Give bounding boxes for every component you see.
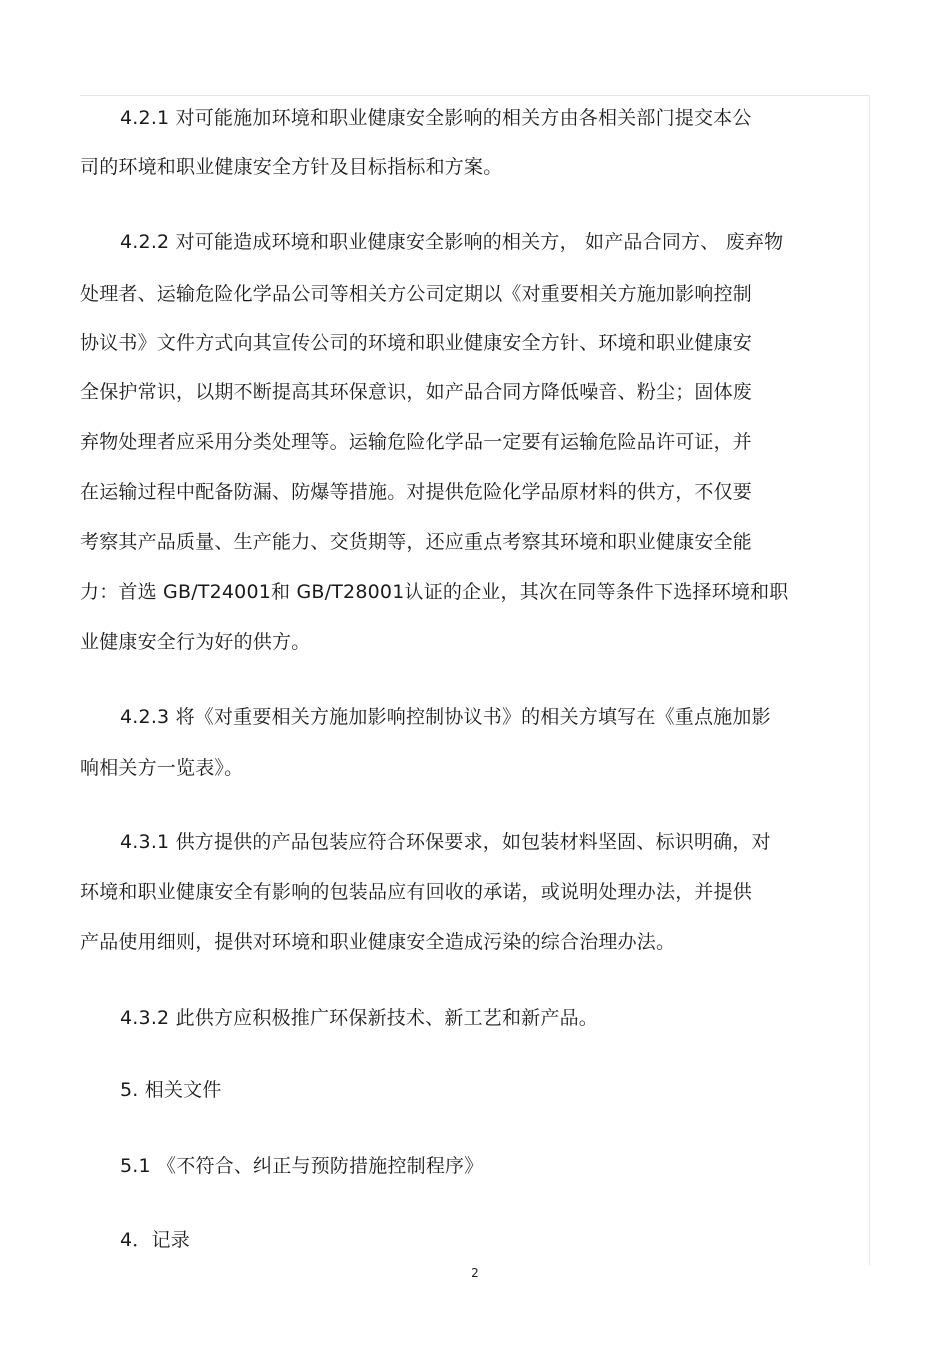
paragraph-4-2-2-line-7: 考察其产品质量、生产能力、交货期等，还应重点考察其环境和职业健康安全能 [80,531,753,553]
paragraph-4-2-2-line-3: 协议书》文件方式向其宣传公司的环境和职业健康安全方针、环境和职业健康安 [80,332,753,354]
paragraph-4-2-3-line-2: 响相关方一览表》。 [80,757,244,779]
paragraph-4-2-2-line-4: 全保护常识，以期不断提高其环保意识，如产品合同方降低噪音、粉尘；固体废 [80,381,753,403]
paragraph-4-3-2: 4.3.2 此供方应积极推广环保新技术、新工艺和新产品。 [120,1007,598,1029]
paragraph-4-2-2-line-2: 处理者、运输危险化学品公司等相关方公司定期以《对重要相关方施加影响控制 [80,283,753,305]
paragraph-4-2-3-line-1: 4.2.3 将《对重要相关方施加影响控制协议书》的相关方填写在《重点施加影 [120,706,771,728]
paragraph-4-2-2-line-5: 弃物处理者应采用分类处理等。运输危险化学品一定要有运输危险品许可证，并 [80,431,753,453]
paragraph-4-2-2-line-9: 业健康安全行为好的供方。 [80,631,311,653]
paragraph-4-3-1-line-1: 4.3.1 供方提供的产品包装应符合环保要求，如包装材料坚固、标识明确，对 [120,831,771,853]
item-5-1: 5.1 《不符合、纠正与预防措施控制程序》 [120,1155,484,1177]
section-heading-records: 4．记录 [120,1229,190,1251]
paragraph-4-2-2-line-1: 4.2.2 对可能造成环境和职业健康安全影响的相关方， 如产品合同方、 废弃物 [120,231,784,253]
page-number: 2 [471,1266,479,1280]
page-border-right [869,95,870,1265]
section-heading-5: 5. 相关文件 [120,1079,222,1101]
paragraph-4-3-1-line-2: 环境和职业健康安全有影响的包装品应有回收的承诺，或说明处理办法，并提供 [80,881,753,903]
paragraph-4-2-2-line-6: 在运输过程中配备防漏、防爆等措施。对提供危险化学品原材料的供方，不仅要 [80,481,753,503]
paragraph-4-3-1-line-3: 产品使用细则，提供对环境和职业健康安全造成污染的综合治理办法。 [80,931,676,953]
page-border-top [80,95,870,96]
paragraph-4-2-1-line-2: 司的环境和职业健康安全方针及目标指标和方案。 [80,156,503,178]
paragraph-4-2-1-line-1: 4.2.1 对可能施加环境和职业健康安全影响的相关方由各相关部门提交本公 [120,107,752,129]
paragraph-4-2-2-line-8: 力：首选 GB/T24001和 GB/T28001认证的企业，其次在同等条件下选择环境和职 [80,581,789,603]
